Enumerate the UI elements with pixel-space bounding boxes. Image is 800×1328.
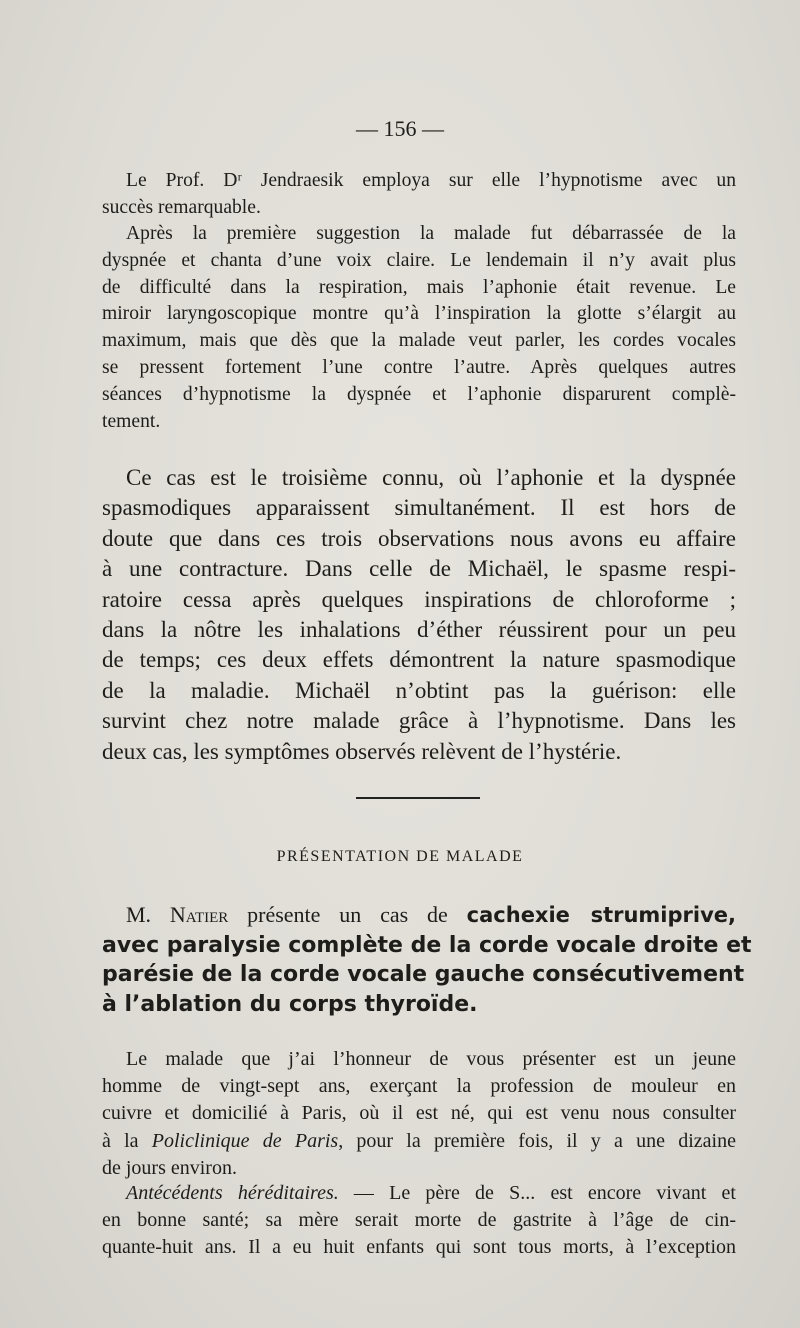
text-line: à une contracture. Dans celle de Michaël, le spasme respi- [102, 556, 736, 582]
text-line: Le malade que j’ai l’honneur de vous présenter est un jeune [126, 1048, 736, 1070]
text-line: en bonne santé; sa mère serait morte de gastrite à l’âge de cin- [102, 1209, 736, 1232]
text-line: maximum, mais que dès que la malade veut parler, les cordes vocales [102, 330, 736, 352]
title-line: avec paralysie complète de la corde vocale droite et [102, 932, 752, 958]
section-divider [356, 797, 480, 799]
text-line: dans la nôtre les inhalations d’éther réussirent pour un peu [102, 617, 736, 643]
text-line: de temps; ces deux effets démontrent la nature spasmodique [102, 647, 736, 673]
text-fragment: à la [102, 1129, 152, 1152]
paragraph-treatment [102, 221, 736, 435]
text-line: deux cas, les symptômes observés relèvent de l’hystérie. [102, 738, 622, 764]
text-line: Après la première suggestion la malade fut débarrassée de la [126, 223, 736, 244]
title-line: à l’ablation du corps thyroïde. [102, 991, 478, 1017]
text-line: quante-huit ans. Il a eu huit enfants qui sont tous morts, à l’exception [102, 1236, 736, 1259]
text-line: dyspnée et chanta d’une voix claire. Le lendemain il n’y avait plus [102, 249, 736, 271]
subheading-antecedents: Antécédents héréditaires. [126, 1182, 339, 1204]
text-line: séances d’hypnotisme la dyspnée et l’aphonie disparurent complè- [102, 383, 736, 405]
text-line: spasmodiques apparaissent simultanément. Il est hors de [102, 495, 736, 521]
text-line: tement. [102, 410, 161, 432]
text-line: Ce cas est le troisième connu, où l’aphonie et la dyspnée [126, 465, 736, 490]
text-line: de jours environ. [102, 1156, 237, 1179]
text-fragment: — Le père de S... est encore vivant et [338, 1182, 736, 1204]
page-number: — 156 — [356, 116, 444, 141]
text-line: succès remarquable. [102, 196, 261, 218]
case-title [102, 900, 752, 1019]
text-line [102, 1180, 736, 1207]
text-line: Le Prof. Dʳ Jendraesik employa sur elle l’hypnotisme avec un [126, 170, 736, 191]
paragraph-antecedents [102, 1180, 736, 1262]
text-line [102, 1128, 736, 1155]
text-line: survint chez notre malade grâce à l’hypnotisme. Dans les [102, 708, 736, 734]
paragraph-hypnotism [102, 168, 736, 222]
title-prefix: M. [126, 902, 170, 927]
text-line: ratoire cessa après quelques inspirations de chloroforme ; [102, 586, 736, 612]
text-line: doute que dans ces trois observations nous avons eu affaire [102, 525, 736, 551]
title-line: parésie de la corde vocale gauche consécutivement [102, 962, 745, 987]
paragraph-conclusion [102, 463, 736, 767]
title-bold: cachexie strumiprive, [466, 903, 736, 927]
text-line: cuivre et domicilié à Paris, où il est né, qui est venu nous consulter [102, 1102, 736, 1125]
text-line: miroir laryngoscopique montre qu’à l’inspiration la glotte s’élargit au [102, 303, 736, 325]
section-heading: PRÉSENTATION DE MALADE [276, 848, 524, 865]
text-fragment: , pour la première fois, il y a une dizaine [338, 1129, 736, 1152]
title-mid: présente un cas de [228, 902, 467, 927]
author-name: Natier [169, 902, 229, 927]
text-line: de difficulté dans la respiration, mais l’aphonie était revenue. Le [102, 276, 736, 298]
paragraph-patient [102, 1046, 736, 1182]
text-line: homme de vingt-sept ans, exerçant la profession de mouleur en [102, 1075, 736, 1098]
text-line: de la maladie. Michaël n’obtint pas la guérison: elle [102, 677, 736, 703]
clinic-name: Policlinique de Paris [151, 1129, 339, 1152]
title-line [102, 900, 736, 931]
text-line: se pressent fortement l’une contre l’autre. Après quelques autres [102, 356, 736, 378]
